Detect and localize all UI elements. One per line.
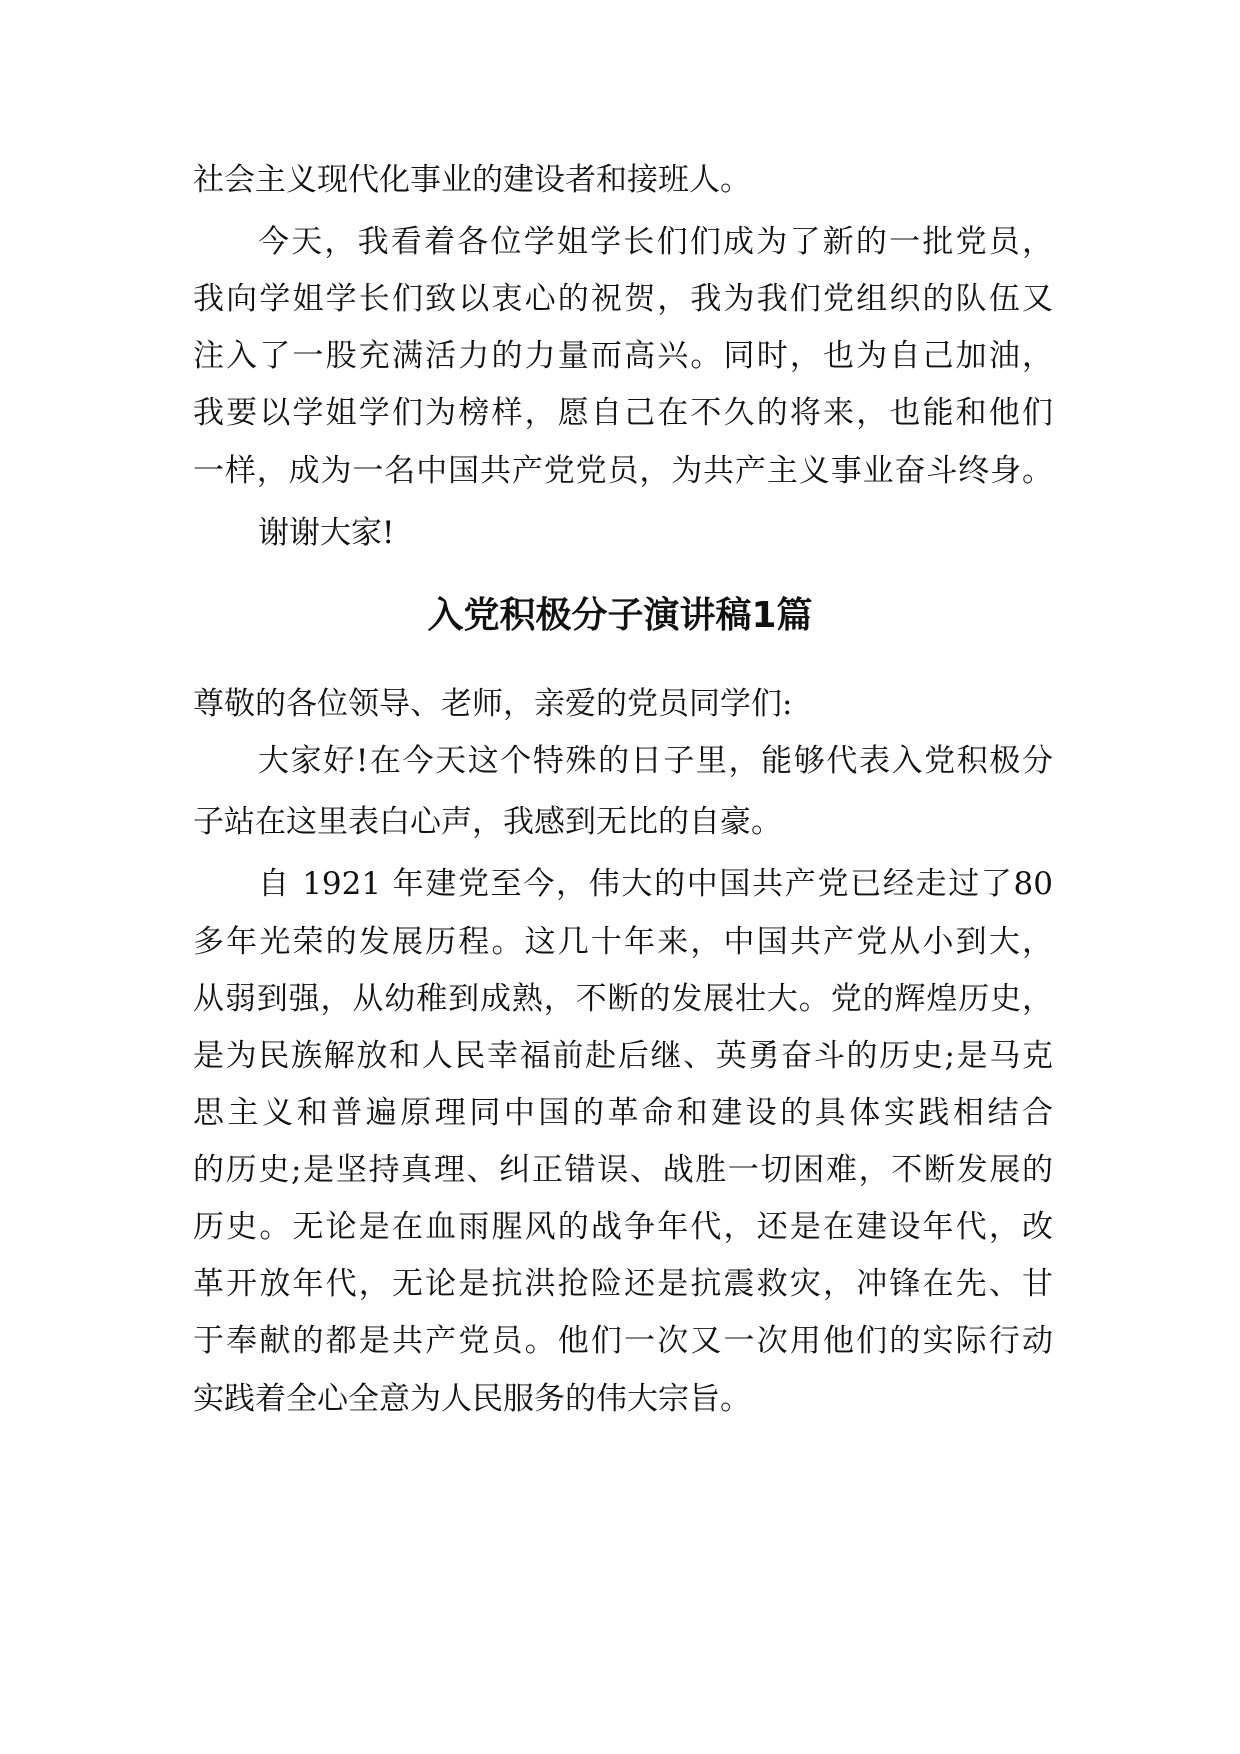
paragraph-line: 是为民族解放和人民幸福前赴后继、英勇奋斗的历史;是马克 xyxy=(193,1038,1053,1074)
paragraph-line: 子站在这里表白心声，我感到无比的自豪。 xyxy=(193,804,782,840)
salutation-line: 尊敬的各位领导、老师，亲爱的党员同学们: xyxy=(193,686,793,722)
paragraph-line: 社会主义现代化事业的建设者和接班人。 xyxy=(193,162,751,198)
paragraph-line: 多年光荣的发展历程。这几十年来，中国共产党从小到大， xyxy=(193,924,1053,960)
paragraph-line: 思主义和普遍原理同中国的革命和建设的具体实践相结合 xyxy=(193,1095,1053,1131)
paragraph-line: 我向学姐学长们致以衷心的祝贺，我为我们党组织的队伍又 xyxy=(193,281,1053,317)
paragraph-line: 革开放年代，无论是抗洪抢险还是抗震救灾，冲锋在先、甘 xyxy=(193,1266,1053,1302)
paragraph-line: 自 1921 年建党至今，伟大的中国共产党已经走过了80 xyxy=(258,866,1053,902)
paragraph-line: 于奉献的都是共产党员。他们一次又一次用他们的实际行动 xyxy=(193,1323,1053,1359)
paragraph-line: 的历史;是坚持真理、纠正错误、战胜一切困难，不断发展的 xyxy=(193,1152,1053,1188)
paragraph-line: 历史。无论是在血雨腥风的战争年代，还是在建设年代，改 xyxy=(193,1209,1053,1245)
section-title: 入党积极分子演讲稿1篇 xyxy=(427,595,813,636)
thanks-line: 谢谢大家! xyxy=(258,515,395,551)
paragraph-line: 我要以学姐学们为榜样，愿自己在不久的将来，也能和他们 xyxy=(193,395,1053,431)
paragraph-line: 一样，成为一名中国共产党党员，为共产主义事业奋斗终身。 xyxy=(193,453,1053,489)
paragraph-line: 从弱到强，从幼稚到成熟，不断的发展壮大。党的辉煌历史， xyxy=(193,981,1053,1017)
paragraph-line: 注入了一股充满活力的力量而高兴。同时，也为自己加油， xyxy=(193,338,1053,374)
paragraph-line: 实践着全心全意为人民服务的伟大宗旨。 xyxy=(193,1381,751,1417)
paragraph-line: 今天，我看着各位学姐学长们们成为了新的一批党员， xyxy=(258,224,1053,260)
paragraph-line: 大家好!在今天这个特殊的日子里，能够代表入党积极分 xyxy=(258,743,1053,779)
